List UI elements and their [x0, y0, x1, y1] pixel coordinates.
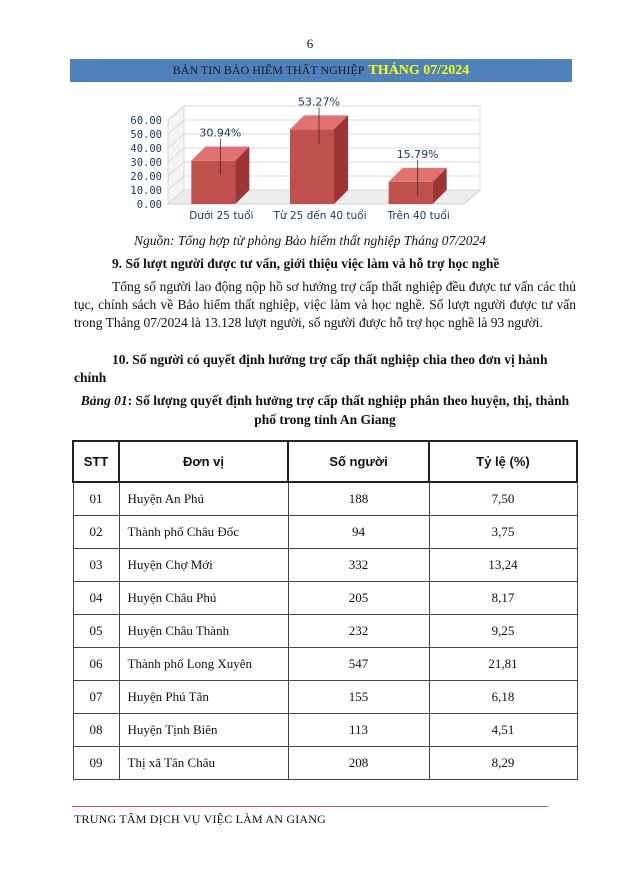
cell-count: 232 — [288, 615, 429, 648]
cell-stt: 01 — [73, 482, 119, 516]
chart-source-note: Nguồn: Tổng hợp từ phòng Bảo hiểm thất nghiệp Tháng 07/2024 — [133, 233, 487, 248]
cell-rate: 8,17 — [429, 582, 577, 615]
table-row — [73, 648, 577, 681]
table-caption — [74, 391, 576, 429]
cell-count: 547 — [288, 648, 429, 681]
y-tick-label: 10.00 — [130, 185, 162, 197]
footer-organization: TRUNG TÂM DỊCH VỤ VIỆC LÀM AN GIANG — [74, 812, 327, 826]
page-number: 6 — [306, 36, 314, 51]
unemployment-decisions-table — [72, 440, 578, 780]
x-category-label: Dưới 25 tuổi — [189, 210, 254, 222]
banner-title: BẢN TIN BẢO HIỂM THẤT NGHIỆP — [172, 63, 365, 77]
cell-stt: 03 — [73, 549, 119, 582]
y-tick-label: 20.00 — [130, 171, 162, 183]
header-rate: Tỷ lệ (%) — [429, 441, 577, 482]
table-caption-label: Bảng 01 — [80, 393, 128, 408]
cell-unit: Thị xã Tân Châu — [119, 747, 288, 780]
cell-unit: Thành phố Long Xuyên — [119, 648, 288, 681]
table-row — [73, 582, 577, 615]
table-row — [73, 681, 577, 714]
table-caption-text: : Số lượng quyết định hưởng trợ cấp thất nghiệp phân theo huyện, thị, thành phố trong tỉnh An Giang — [127, 393, 570, 427]
cell-unit: Thành phố Châu Đốc — [119, 516, 288, 549]
bar-side — [334, 115, 348, 204]
cell-unit: Huyện Châu Phú — [119, 582, 288, 615]
cell-rate: 6,18 — [429, 681, 577, 714]
cell-unit: Huyện An Phú — [119, 482, 288, 516]
cell-count: 155 — [288, 681, 429, 714]
cell-count: 205 — [288, 582, 429, 615]
table-row — [73, 747, 577, 780]
header-count: Số người — [288, 441, 429, 482]
cell-unit: Huyện Châu Thành — [119, 615, 288, 648]
table-row — [73, 714, 577, 747]
cell-rate: 4,51 — [429, 714, 577, 747]
cell-rate: 3,75 — [429, 516, 577, 549]
y-tick-label: 0.00 — [136, 199, 162, 211]
cell-rate: 7,50 — [429, 482, 577, 516]
cell-stt: 02 — [73, 516, 119, 549]
bar-front — [389, 182, 433, 204]
table-row — [73, 549, 577, 582]
table-row — [73, 482, 577, 516]
bar-front — [191, 161, 235, 204]
cell-stt: 07 — [73, 681, 119, 714]
cell-stt: 08 — [73, 714, 119, 747]
y-tick-label: 40.00 — [130, 143, 162, 155]
table-row — [73, 516, 577, 549]
cell-stt: 06 — [73, 648, 119, 681]
cell-count: 188 — [288, 482, 429, 516]
age-distribution-chart — [120, 85, 500, 230]
data-label: 15.79% — [396, 147, 439, 161]
cell-rate: 13,24 — [429, 549, 577, 582]
section-10-heading: 10. Số người có quyết định hưởng trợ cấp thất nghiệp chia theo đơn vị hành chính — [74, 352, 548, 385]
y-tick-label: 30.00 — [130, 157, 162, 169]
cell-count: 332 — [288, 549, 429, 582]
cell-count: 113 — [288, 714, 429, 747]
footer-divider — [72, 806, 548, 807]
cell-stt: 05 — [73, 615, 119, 648]
header-unit: Đơn vị — [119, 441, 288, 482]
table-row — [73, 615, 577, 648]
cell-rate: 9,25 — [429, 615, 577, 648]
data-label: 53.27% — [298, 95, 340, 109]
x-category-label: Từ 25 đến 40 tuổi — [273, 210, 367, 222]
header-stt: STT — [73, 441, 119, 482]
y-tick-label: 60.00 — [130, 115, 162, 127]
table-header-row — [73, 441, 577, 482]
banner-month: THÁNG 07/2024 — [368, 62, 470, 78]
section-9-paragraph: Tổng số người lao động nộp hồ sơ hưởng trợ cấp thất nghiệp đều được tư vấn các thủ tục, chính sách về Bảo hiểm thất nghiệp, việc làm và học nghề. Số lượt người được tư vấn trong Tháng 07/2024 là 13.128 lượt người, số người được hỗ trợ học nghề là 93 người. — [74, 279, 576, 330]
cell-rate: 8,29 — [429, 747, 577, 780]
cell-unit: Huyện Chợ Mới — [119, 549, 288, 582]
newsletter-banner — [70, 59, 572, 82]
y-tick-label: 50.00 — [130, 129, 162, 141]
cell-unit: Huyện Phú Tân — [119, 681, 288, 714]
cell-rate: 21,81 — [429, 648, 577, 681]
section-9-heading: 9. Số lượt người được tư vấn, giới thiệu việc làm và hỗ trợ học nghề — [112, 256, 500, 271]
cell-stt: 04 — [73, 582, 119, 615]
cell-stt: 09 — [73, 747, 119, 780]
cell-count: 208 — [288, 747, 429, 780]
cell-count: 94 — [288, 516, 429, 549]
bar-front — [290, 129, 334, 204]
cell-unit: Huyện Tịnh Biên — [119, 714, 288, 747]
data-label: 30.94% — [199, 126, 242, 140]
x-category-label: Trên 40 tuổi — [387, 210, 450, 222]
